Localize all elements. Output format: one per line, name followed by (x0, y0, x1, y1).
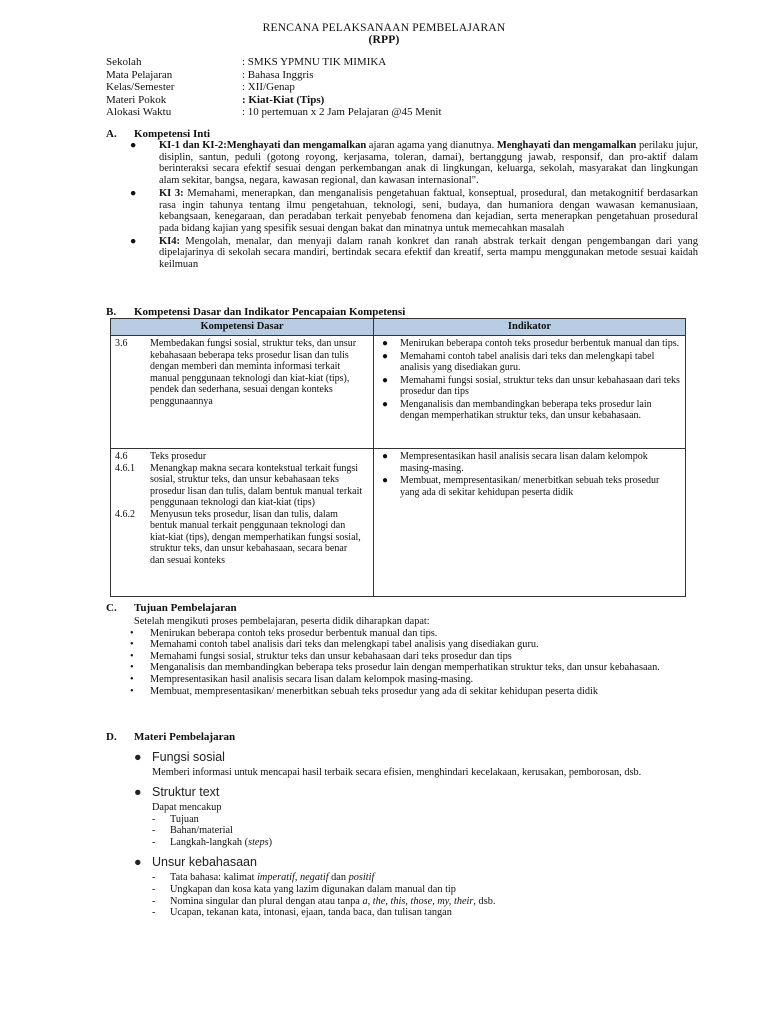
bullet-icon: ● (382, 350, 389, 362)
table-cell (374, 449, 686, 597)
identity-block (106, 56, 442, 119)
section-title: Materi Pembelajaran (134, 731, 236, 743)
bullet-icon: ● (130, 187, 137, 199)
section-title: Kompetensi Inti (134, 128, 211, 140)
materi-text: Dapat mencakup - Tujuan - Bahan/material - Langkah-langkah (steps) (134, 802, 694, 849)
ki-label: KI 3: (159, 187, 184, 199)
info-label: Materi Pokok (106, 93, 167, 106)
list-item: - Bahan/material (152, 825, 233, 837)
info-value: : SMKS YPMNU TIK MIMIKA (242, 56, 387, 68)
section-c-heading (106, 602, 237, 614)
bullet-icon: ● (134, 854, 142, 869)
ki-text: ajaran agama yang dianutnya. (366, 140, 497, 151)
list-item: - Ungkapan dan kosa kata yang lazim digunakan dalam manual dan tip (152, 883, 456, 895)
list-item: - Tata bahasa: kalimat imperatif, negatif dan positif (152, 871, 375, 883)
table-cell (374, 336, 686, 449)
table-cell (111, 449, 374, 597)
list-item: - Langkah-langkah (steps) (152, 837, 273, 849)
ki-label: Menghayati dan mengamalkan (496, 140, 637, 151)
info-label: Sekolah (106, 56, 142, 68)
materi-heading: ● Fungsi sosial (134, 750, 225, 764)
info-value: : 10 pertemuan x 2 Jam Pelajaran @45 Menit (242, 106, 442, 119)
info-row (106, 69, 442, 82)
list-item: • Membuat, mempresentasikan/ menerbitkan sebuah teks prosedur yang ada di sekitar kehidupan peserta didik (130, 685, 599, 697)
section-a-heading (106, 128, 210, 140)
info-value: : Bahasa Inggris (242, 68, 314, 81)
info-row (106, 94, 442, 107)
materi-text (152, 872, 694, 919)
ki-text: Mengolah, menalar, dan menyaji dalam ranah konkret dan ranah abstrak terkait dengan pengembangan dari yang dipelajarinya di sekolah secara mandiri, bertindak secara efektif dan kreatif, serta mampu menggunakan metode sesuai kaidah keilmuan (159, 235, 698, 271)
table-row (111, 336, 686, 449)
dash-icon: - (152, 907, 156, 919)
indicator-item: ● Membuat, mempresentasikan/ menerbitkan sebuah teks prosedur yang ada di sekitar kehidupan peserta didik (378, 475, 681, 498)
info-label: Kelas/Semester (106, 81, 175, 94)
list-item: • Memahami contoh tabel analisis dari teks dan melengkapi tabel analisis yang disediakan guru. (130, 639, 539, 651)
list-item: - Tujuan (152, 813, 199, 825)
tujuan-intro: Setelah mengikuti proses pembelajaran, peserta didik diharapkan dapat: (134, 616, 430, 627)
section-d-heading (106, 731, 235, 743)
section-letter: D. (106, 731, 117, 743)
page-subtitle: (RPP) (368, 34, 400, 46)
bullet-icon: ● (130, 235, 137, 247)
info-row (106, 56, 442, 69)
bullet-icon: ● (134, 750, 142, 764)
materi-heading: ● Unsur kebahasaan (134, 854, 257, 869)
column-header: Kompetensi Dasar (111, 319, 374, 336)
ki-label: KI-1 dan KI-2:Menghayati dan mengamalkan (159, 140, 367, 151)
bullet-icon: ● (382, 338, 389, 349)
kd-text: Membedakan fungsi sosial, struktur teks, dan unsur kebahasaan beberapa teks prosedur lisan dan tulis dengan memberi dan meminta informasi terkait manual penggunaan teknologi dan kiat-kiat (tips), pendek dan sederhana, sesuai dengan konteks penggunaannya (150, 338, 357, 407)
bullet-icon: • (130, 650, 134, 662)
indicator-item: ● Menganalisis dan membandingkan beberapa teks prosedur lain dengan memperhatikan struktur teks, dan unsur kebahasaan. (378, 399, 681, 422)
ki-text: perilaku jujur, disiplin, santun, peduli (gotong royong, kerjasama, toleran, damai), bertanggung jawab, responsif, dan pro-aktif dalam berinteraksi secara efektif sesuai dengan perkembangan anak di lingkungan, keluarga, sekolah, masyarakat dan lingkungan alam sekitar, bangsa, negara, kawasan regional, dan kawasan internasional". (159, 140, 699, 187)
list-item: - Nomina singular dan plural dengan atau tanpa a, the, this, those, my, their, dsb. (152, 895, 496, 907)
kd-number: 4.6.2 (115, 508, 135, 520)
kompetensi-table (110, 318, 686, 597)
list-item: - Ucapan, tekanan kata, intonasi, ejaan, tanda baca, dan tulisan tangan (152, 907, 452, 919)
list-item: • Memahami fungsi sosial, struktur teks dan unsur kebahasaan dari teks prosedur dan tips (130, 650, 512, 662)
dash-icon: - (152, 825, 156, 837)
indicator-item: ● Mempresentasikan hasil analisis secara lisan dalam kelompok masing-masing. (378, 451, 681, 474)
materi-list (134, 744, 694, 919)
info-value: : Kiat-Kiat (Tips) (242, 93, 325, 106)
kd-number: 4.6.1 (115, 462, 135, 474)
bullet-icon: ● (382, 398, 389, 410)
dash-icon: - (152, 883, 156, 895)
section-letter: C. (106, 602, 117, 614)
bullet-icon: • (130, 639, 134, 651)
list-item: • Mempresentasikan hasil analisis secara lisan dalam kelompok masing-masing. (130, 673, 474, 685)
ki-item (130, 236, 698, 271)
ki-label: KI4: (159, 235, 180, 247)
bullet-icon: • (130, 685, 134, 697)
ki-text: Memahami, menerapkan, dan menganalisis pengetahuan faktual, konseptual, prosedural, dan metakognitif berdasarkan rasa ingin tahunya tentang ilmu pengetahuan, teknologi, seni, budaya, dan humaniora dengan wawasan kemanusiaan, kebangsaan, kenegaraan, dan peradaban terkait penyebab fenomena dan kejadian, serta menerapkan pengetahuan prosedural pada bidang kajian yang spesifik sesuai dengan bakat dan minatnya untuk memecahkan masalah (159, 187, 698, 234)
table-header-row (111, 319, 686, 336)
info-label: Alokasi Waktu (106, 106, 172, 119)
bullet-icon: ● (130, 140, 137, 151)
ki-item (130, 140, 698, 187)
info-value: : XII/Genap (242, 81, 295, 94)
dash-icon: - (152, 837, 156, 849)
dash-icon: - (152, 895, 156, 907)
tujuan-list (130, 616, 698, 697)
info-row (106, 106, 442, 119)
section-title: Kompetensi Dasar dan Indikator Pencapaian Kompetensi (134, 306, 406, 318)
bullet-icon: ● (382, 451, 389, 462)
materi-text: Memberi informasi untuk mencapai hasil terbaik secara efisien, menghindari kecelakaan, kerusakan, pemborosan, dsb. (152, 767, 642, 778)
bullet-icon: ● (382, 475, 389, 486)
kd-text: Teks prosedur (150, 451, 207, 462)
kompetensi-inti-list (130, 140, 698, 272)
section-letter: A. (106, 128, 117, 140)
section-b-heading (106, 306, 405, 318)
dash-icon: - (152, 813, 156, 825)
kd-number: 3.6 (115, 338, 128, 349)
ki-item (130, 188, 698, 235)
kd-text: Menyusun teks prosedur, lisan dan tulis, dalam bentuk manual terkait penggunaan teknologi dan kiat-kiat (tips), dengan memperhatikan fungsi sosial, struktur teks, dan unsur kebahasaan, secara benar dan sesuai konteks (150, 508, 361, 566)
bullet-icon: • (130, 673, 134, 685)
dash-icon: - (152, 871, 156, 883)
info-row (106, 81, 442, 94)
bullet-icon: • (130, 662, 134, 674)
list-item: • Menganalisis dan membandingkan beberapa teks prosedur lain dengan memperhatikan struktur teks, dan unsur kebahasaan. (130, 662, 660, 674)
kd-text: Menangkap makna secara kontekstual terkait fungsi sosial, struktur teks, dan unsur kebahasaan teks prosedur lisan dan tulis, dalam bentuk manual terkait penggunaan teknologi dan kiat-kiat (tips) (150, 462, 363, 508)
page-title: RENCANA PELAKSANAAN PEMBELAJARAN (262, 22, 506, 34)
section-letter: B. (106, 306, 117, 318)
indicator-item: ● Menirukan beberapa contoh teks prosedur berbentuk manual dan tips. (378, 338, 681, 350)
table-row (111, 449, 686, 597)
materi-heading: ● Struktur text (134, 784, 220, 799)
table-cell (111, 336, 374, 449)
bullet-icon: • (130, 627, 134, 639)
info-label: Mata Pelajaran (106, 68, 173, 81)
list-item: • Menirukan beberapa contoh teks prosedur berbentuk manual dan tips. (130, 627, 438, 639)
bullet-icon: ● (382, 374, 389, 386)
column-header: Indikator (374, 319, 686, 336)
kd-number: 4.6 (115, 451, 128, 462)
section-title: Tujuan Pembelajaran (134, 602, 237, 614)
bullet-icon: ● (134, 784, 142, 799)
indicator-item: ● Memahami fungsi sosial, struktur teks dan unsur kebahasaan dari teks prosedur dan tips (378, 375, 681, 398)
indicator-item: ● Memahami contoh tabel analisis dari teks dan melengkapi tabel analisis yang disediakan guru. (378, 351, 681, 374)
